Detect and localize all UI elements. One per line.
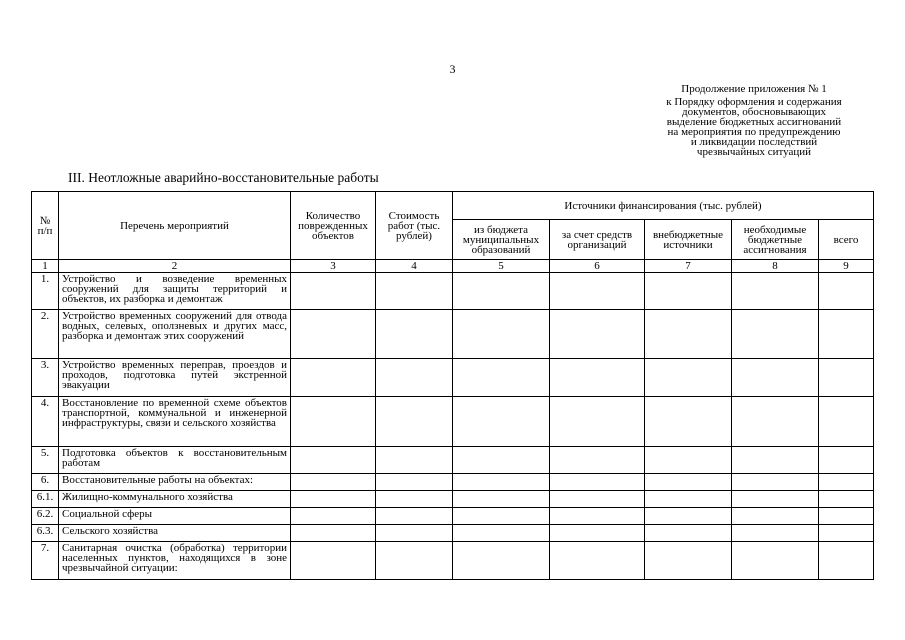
- row-description: Устройство временных переправ, проездов и проходов, подготовка путей экстренной эвакуации: [59, 359, 291, 397]
- cell-empty: [645, 508, 732, 525]
- cell-empty: [376, 310, 453, 359]
- row-number: 2.: [32, 310, 59, 359]
- cell-empty: [732, 474, 819, 491]
- column-number: 6: [550, 260, 645, 273]
- cell-empty: [732, 397, 819, 447]
- table-row: [32, 359, 874, 397]
- cell-empty: [550, 474, 645, 491]
- cell-empty: [376, 508, 453, 525]
- cell-empty: [732, 447, 819, 474]
- cell-empty: [645, 542, 732, 580]
- row-description: Устройство временных сооружений для отвода водных, селевых, оползневых и других масс, разборка и демонтаж этих сооружений: [59, 310, 291, 359]
- cell-empty: [819, 474, 874, 491]
- cell-empty: [291, 525, 376, 542]
- appendix-line: выделение бюджетных ассигнований: [666, 116, 842, 128]
- cell-empty: [819, 508, 874, 525]
- page-number: 3: [449, 62, 456, 76]
- cell-empty: [550, 508, 645, 525]
- cell-empty: [453, 310, 550, 359]
- cell-empty: [291, 310, 376, 359]
- cell-empty: [291, 273, 376, 310]
- cell-empty: [376, 474, 453, 491]
- row-number: 3.: [32, 359, 59, 397]
- cell-empty: [376, 447, 453, 474]
- row-number: 6.1.: [32, 491, 59, 508]
- row-number: 4.: [32, 397, 59, 447]
- cell-empty: [732, 508, 819, 525]
- cell-empty: [453, 273, 550, 310]
- row-description: Социальной сферы: [59, 508, 291, 525]
- cell-empty: [550, 525, 645, 542]
- column-number: 7: [645, 260, 732, 273]
- table-row: [32, 397, 874, 447]
- row-number: 6.2.: [32, 508, 59, 525]
- cell-empty: [453, 542, 550, 580]
- cell-empty: [819, 491, 874, 508]
- row-number: 6.3.: [32, 525, 59, 542]
- cell-empty: [645, 525, 732, 542]
- cell-empty: [376, 525, 453, 542]
- section-title: III. Неотложные аварийно-восстановительные работы: [68, 170, 379, 185]
- table-row: [32, 491, 874, 508]
- cell-empty: [376, 491, 453, 508]
- cell-empty: [819, 310, 874, 359]
- row-description: Устройство и возведение временных сооружений для защиты территорий и объектов, их разборка и демонтаж: [59, 273, 291, 310]
- table-row: [32, 447, 874, 474]
- cell-empty: [453, 474, 550, 491]
- cell-empty: [453, 397, 550, 447]
- cell-empty: [819, 447, 874, 474]
- cell-empty: [550, 359, 645, 397]
- header-source-organizations: за счет средств организаций: [550, 220, 645, 260]
- cell-empty: [645, 491, 732, 508]
- cell-empty: [732, 491, 819, 508]
- cell-empty: [376, 397, 453, 447]
- table-row: [32, 508, 874, 525]
- row-description: Восстановление по временной схеме объектов транспортной, коммунальной и инженерной инфраструктуры, связи и сельского хозяйства: [59, 397, 291, 447]
- table-row: [32, 525, 874, 542]
- cell-empty: [291, 447, 376, 474]
- column-number: 2: [59, 260, 291, 273]
- cell-empty: [550, 447, 645, 474]
- table-row: [32, 474, 874, 491]
- row-description: Санитарная очистка (обработка) территории населенных пунктов, находящихся в зоне чрезвычайной ситуации:: [59, 542, 291, 580]
- cell-empty: [550, 310, 645, 359]
- row-number: 6.: [32, 474, 59, 491]
- cell-empty: [645, 310, 732, 359]
- cell-empty: [819, 542, 874, 580]
- column-number: 9: [819, 260, 874, 273]
- cell-empty: [819, 525, 874, 542]
- cell-empty: [453, 525, 550, 542]
- row-description: Восстановительные работы на объектах:: [59, 474, 291, 491]
- table-row: [32, 310, 874, 359]
- row-description: Подготовка объектов к восстановительным работам: [59, 447, 291, 474]
- appendix-note: [639, 84, 869, 157]
- cell-empty: [291, 542, 376, 580]
- cell-empty: [550, 273, 645, 310]
- appendix-line: к Порядку оформления и содержания: [666, 96, 842, 108]
- cell-empty: [732, 359, 819, 397]
- column-number: 8: [732, 260, 819, 273]
- cell-empty: [645, 397, 732, 447]
- row-number: 5.: [32, 447, 59, 474]
- cell-empty: [819, 359, 874, 397]
- header-cost: Стоимость работ (тыс. рублей): [376, 192, 453, 260]
- appendix-line: на мероприятия по предупреждению: [667, 126, 841, 138]
- cell-empty: [291, 359, 376, 397]
- cell-empty: [550, 491, 645, 508]
- column-number: 3: [291, 260, 376, 273]
- header-sources: Источники финансирования (тыс. рублей): [453, 192, 874, 220]
- measures-table: [31, 191, 874, 580]
- header-measures: Перечень мероприятий: [59, 192, 291, 260]
- cell-empty: [453, 447, 550, 474]
- header-source-total: всего: [819, 220, 874, 260]
- header-num: № п/п: [32, 192, 59, 260]
- row-description: Сельского хозяйства: [59, 525, 291, 542]
- appendix-title: Продолжение приложения № 1: [681, 83, 827, 95]
- cell-empty: [453, 508, 550, 525]
- cell-empty: [645, 447, 732, 474]
- cell-empty: [291, 474, 376, 491]
- appendix-line: чрезвычайных ситуаций: [696, 146, 812, 158]
- cell-empty: [376, 542, 453, 580]
- header-source-required: необходимые бюджетные ассигнования: [732, 220, 819, 260]
- cell-empty: [453, 491, 550, 508]
- column-number: 1: [32, 260, 59, 273]
- column-number: 5: [453, 260, 550, 273]
- appendix-line: и ликвидации последствий: [690, 136, 818, 148]
- appendix-line: документов, обосновывающих: [682, 106, 826, 118]
- cell-empty: [819, 397, 874, 447]
- row-number: 1.: [32, 273, 59, 310]
- row-number: 7.: [32, 542, 59, 580]
- cell-empty: [291, 491, 376, 508]
- cell-empty: [291, 397, 376, 447]
- cell-empty: [732, 273, 819, 310]
- header-source-extrabudgetary: внебюджетные источники: [645, 220, 732, 260]
- column-number: 4: [376, 260, 453, 273]
- cell-empty: [550, 542, 645, 580]
- row-description: Жилищно-коммунального хозяйства: [59, 491, 291, 508]
- cell-empty: [732, 310, 819, 359]
- header-damaged-count: Количество поврежденных объектов: [291, 192, 376, 260]
- cell-empty: [645, 474, 732, 491]
- header-source-municipal: из бюджета муниципальных образований: [453, 220, 550, 260]
- cell-empty: [550, 397, 645, 447]
- cell-empty: [819, 273, 874, 310]
- cell-empty: [376, 359, 453, 397]
- table-row: [32, 542, 874, 580]
- cell-empty: [645, 273, 732, 310]
- cell-empty: [645, 359, 732, 397]
- cell-empty: [732, 542, 819, 580]
- table-row: [32, 273, 874, 310]
- cell-empty: [732, 525, 819, 542]
- cell-empty: [453, 359, 550, 397]
- cell-empty: [291, 508, 376, 525]
- cell-empty: [376, 273, 453, 310]
